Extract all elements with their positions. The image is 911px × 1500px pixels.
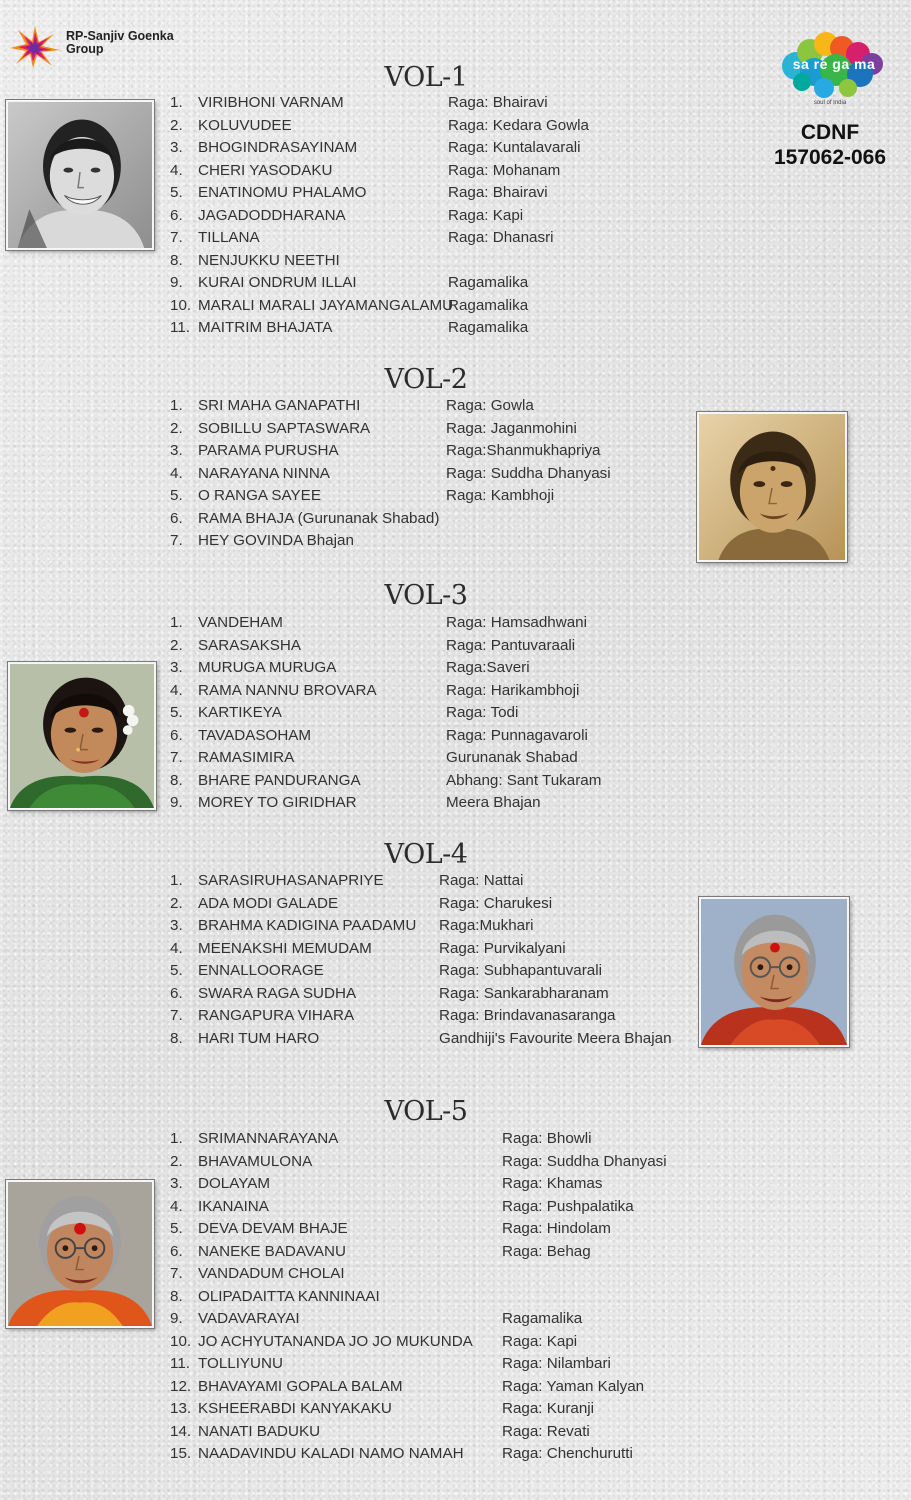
track-number: 2. [170,1152,183,1170]
track-number: 2. [170,636,183,654]
track-title: PARAMA PURUSHA [198,442,339,459]
track-row [170,725,630,748]
track-raga: Ragamalika [502,1310,583,1327]
track-title: TAVADASOHAM [198,726,312,744]
track-raga: Raga: Harikambhoji [446,681,580,699]
track-raga: Raga: Pantuvaraali [446,636,576,654]
track-number: 2. [170,419,183,437]
track-row [170,1196,710,1219]
track-title: KSHEERABDI KANYAKAKU [198,1400,392,1417]
track-row [170,1331,710,1354]
track-number: 1. [170,872,183,889]
track-title: HEY GOVINDA Bhajan [198,532,354,549]
track-row [170,1286,710,1309]
track-row [170,418,630,441]
track-title: SARASIRUHASANAPRIYE [198,872,384,889]
track-raga: Raga: Punnagavaroli [446,726,588,744]
track-raga: Raga: Brindavanasaranga [439,1007,616,1024]
track-raga: Raga: Kuranji [502,1400,595,1417]
track-raga: Raga: Suddha Dhanyasi [446,464,611,482]
publisher-line-2: Group [66,42,104,56]
track-number: 10. [170,296,192,314]
track-row [170,227,590,250]
track-row [170,182,590,205]
track-number: 9. [170,274,183,291]
vol-4-heading: VOL-4 [384,839,468,870]
saregama-brand-text: sa re ga ma [792,56,876,72]
track-number: 4. [170,161,183,179]
track-number: 10. [170,1332,192,1350]
track-number: 5. [170,962,183,979]
track-title: NAADAVINDU KALADI NAMO NAMAH [198,1445,464,1462]
track-raga: Raga: Chenchurutti [502,1445,633,1462]
track-number: 1. [170,614,183,631]
track-title: BHAVAYAMI GOPALA BALAM [198,1377,403,1395]
track-title: IKANAINA [198,1197,269,1215]
track-title: ADA MODI GALADE [198,894,339,912]
vol-2-heading: VOL-2 [384,364,468,395]
track-number: 5. [170,184,183,201]
track-number: 6. [170,984,183,1002]
track-title: ENNALLOORAGE [198,962,324,979]
track-row [170,1263,710,1286]
track-raga: Raga: Charukesi [439,894,553,912]
track-number: 6. [170,1242,183,1260]
track-raga: Raga: Kuntalavarali [448,139,581,156]
track-number: 5. [170,487,183,504]
track-number: 8. [170,1287,183,1305]
track-number: 2. [170,116,183,134]
track-row [170,1353,710,1376]
track-row [170,250,590,273]
track-raga: Raga: Gowla [446,397,534,414]
track-raga: Raga: Dhanasri [448,229,554,246]
track-title: SOBILLU SAPTASWARA [198,419,371,437]
track-row [170,1443,710,1466]
track-number: 4. [170,681,183,699]
saregama-tagline: soul of India [813,100,847,106]
track-row [170,657,630,680]
track-row [170,160,590,183]
track-title: TOLLIYUNU [198,1355,283,1372]
track-title: SRIMANNARAYANA [198,1130,339,1147]
track-row [170,395,630,418]
track-row [170,205,590,228]
track-row [170,463,630,486]
track-row [170,508,630,531]
track-raga: Raga: Suddha Dhanyasi [502,1152,667,1170]
track-number: 7. [170,1265,183,1282]
track-title: DOLAYAM [198,1175,271,1192]
track-number: 11. [170,319,190,336]
track-raga: Ragamalika [448,319,529,336]
track-title: BRAHMA KADIGINA PAADAMU [198,917,417,934]
track-number: 15. [170,1445,192,1462]
track-row [170,702,630,725]
track-number: 9. [170,794,183,811]
track-title: SRI MAHA GANAPATHI [198,397,361,414]
track-title: BHOGINDRASAYINAM [198,139,358,156]
vol-5-heading: VOL-5 [384,1096,468,1127]
track-row [170,1128,710,1151]
track-row [170,295,590,318]
track-title: SWARA RAGA SUDHA [198,984,357,1002]
track-row [170,272,590,295]
track-raga: Abhang: Sant Tukaram [446,771,602,789]
track-row [170,115,590,138]
track-row [170,1421,710,1444]
track-title: MURUGA MURUGA [198,659,337,676]
track-title: ENATINOMU PHALAMO [198,184,367,201]
track-number: 1. [170,94,183,111]
track-raga: Raga: Kambhoji [446,487,555,504]
track-row [170,530,630,553]
track-title: BHARE PANDURANGA [198,771,361,789]
track-title: O RANGA SAYEE [198,487,321,504]
track-raga: Raga: Bhairavi [448,184,548,201]
track-raga: Raga: Kapi [502,1332,578,1350]
catalog-line-1: CDNF [800,121,860,144]
track-row [170,870,690,893]
track-title: VANDADUM CHOLAI [198,1265,345,1282]
track-number: 7. [170,532,183,549]
track-number: 3. [170,917,183,934]
track-row [170,1241,710,1264]
track-number: 1. [170,397,183,414]
track-row [170,938,690,961]
track-raga: Raga: Jaganmohini [446,419,577,437]
track-raga: Ragamalika [448,296,529,314]
track-row [170,1308,710,1331]
track-row [170,1005,690,1028]
track-raga: Raga: Nilambari [502,1355,611,1372]
track-raga: Raga: Hindolam [502,1220,611,1237]
vol-1-heading: VOL-1 [384,62,468,93]
track-raga: Raga: Bhairavi [448,94,548,111]
track-number: 2. [170,894,183,912]
track-title: NARAYANA NINNA [198,464,330,482]
track-title: VADAVARAYAI [198,1310,300,1327]
track-number: 5. [170,704,183,721]
vol-3-track-list [170,612,630,815]
track-row [170,612,630,635]
track-number: 3. [170,139,183,156]
catalog-line-2: 157062-066 [773,146,887,169]
track-raga: Raga: Subhapantuvarali [439,962,602,979]
vol-1-track-list [170,92,590,340]
vol-4-track-list [170,870,690,1050]
track-row [170,485,630,508]
track-raga: Raga: Bhowli [502,1130,592,1147]
track-title: RAMASIMIRA [198,749,295,766]
vol-3-heading: VOL-3 [384,580,468,611]
track-title: OLIPADAITTA KANNINAAI [198,1287,380,1305]
track-row [170,137,590,160]
track-title: DEVA DEVAM BHAJE [198,1220,348,1237]
track-raga: Gurunanak Shabad [446,749,578,766]
track-row [170,92,590,115]
vol-2-track-list [170,395,630,553]
track-row [170,770,630,793]
track-title: RANGAPURA VIHARA [198,1007,355,1024]
track-row [170,1028,690,1051]
rp-sanjiv-goenka-logo [8,24,62,68]
track-raga: Raga:Saveri [446,659,530,676]
track-title: KARTIKEYA [198,704,282,721]
track-row [170,317,590,340]
vol-4-artist-photo [699,897,849,1047]
vol-5-artist-photo [6,1180,154,1328]
track-title: MAITRIM BHAJATA [198,319,333,336]
track-title: VANDEHAM [198,614,283,631]
track-raga: Raga: Sankarabharanam [439,984,609,1002]
track-number: 8. [170,771,183,789]
track-number: 7. [170,229,183,246]
track-title: HARI TUM HARO [198,1029,320,1047]
track-row [170,960,690,983]
track-title: TILLANA [198,229,260,246]
track-number: 7. [170,1007,183,1024]
track-title: JO ACHYUTANANDA JO JO MUKUNDA [198,1332,473,1350]
vol-3-artist-photo [8,662,156,810]
track-number: 8. [170,1029,183,1047]
track-title: MARALI MARALI JAYAMANGALAMU [198,296,454,314]
vol-2-artist-photo [697,412,847,562]
track-title: NANEKE BADAVANU [198,1242,346,1260]
track-row [170,915,690,938]
track-raga: Raga: Kedara Gowla [448,116,589,134]
track-title: SARASAKSHA [198,636,301,654]
track-row [170,1173,710,1196]
track-row [170,440,630,463]
track-number: 14. [170,1422,192,1440]
track-number: 3. [170,659,183,676]
track-number: 12. [170,1377,192,1395]
track-raga: Raga: Hamsadhwani [446,614,587,631]
track-raga: Ragamalika [448,274,529,291]
track-number: 3. [170,442,183,459]
track-number: 3. [170,1175,183,1192]
track-number: 6. [170,206,183,224]
track-title: NENJUKKU NEETHI [198,251,340,269]
publisher-line-1: RP-Sanjiv Goenka [66,29,174,43]
track-raga: Raga: Pushpalatika [502,1197,634,1215]
track-title: CHERI YASODAKU [198,161,333,179]
track-raga: Raga: Nattai [439,872,524,889]
track-number: 4. [170,1197,183,1215]
track-title: RAMA BHAJA (Gurunanak Shabad) [198,509,440,527]
track-number: 9. [170,1310,183,1327]
track-raga: Raga: Mohanam [448,161,561,179]
track-number: 5. [170,1220,183,1237]
track-raga: Raga: Yaman Kalyan [502,1377,645,1395]
track-raga: Raga: Todi [446,704,519,721]
track-row [170,1151,710,1174]
track-raga: Raga:Mukhari [439,917,534,934]
track-number: 6. [170,509,183,527]
track-raga: Raga: Kapi [448,206,524,224]
track-number: 1. [170,1130,183,1147]
track-number: 4. [170,939,183,957]
vol-5-track-list [170,1128,710,1466]
track-row [170,680,630,703]
track-raga: Meera Bhajan [446,794,541,811]
track-raga: Raga: Purvikalyani [439,939,566,957]
track-title: MOREY TO GIRIDHAR [198,794,357,811]
catalog-number [760,120,900,170]
track-row [170,747,630,770]
track-row [170,1376,710,1399]
track-title: RAMA NANNU BROVARA [198,681,377,699]
track-row [170,792,630,815]
track-row [170,893,690,916]
track-row [170,635,630,658]
track-title: VIRIBHONI VARNAM [198,94,344,111]
track-raga: Raga: Khamas [502,1175,603,1192]
track-raga: Gandhiji's Favourite Meera Bhajan [439,1029,672,1047]
track-number: 13. [170,1400,192,1417]
track-title: KOLUVUDEE [198,116,292,134]
track-number: 6. [170,726,183,744]
track-row [170,1398,710,1421]
vol-1-artist-photo [6,100,154,250]
track-title: BHAVAMULONA [198,1152,313,1170]
publisher-name [66,30,174,56]
track-number: 4. [170,464,183,482]
track-raga: Raga:Shanmukhapriya [446,442,601,459]
track-number: 11. [170,1355,190,1372]
track-number: 8. [170,251,183,269]
track-title: KURAI ONDRUM ILLAI [198,274,357,291]
track-title: NANATI BADUKU [198,1422,321,1440]
track-title: MEENAKSHI MEMUDAM [198,939,372,957]
track-row [170,983,690,1006]
track-title: JAGADODDHARANA [198,206,346,224]
track-raga: Raga: Revati [502,1422,590,1440]
track-number: 7. [170,749,183,766]
track-raga: Raga: Behag [502,1242,591,1260]
track-row [170,1218,710,1241]
